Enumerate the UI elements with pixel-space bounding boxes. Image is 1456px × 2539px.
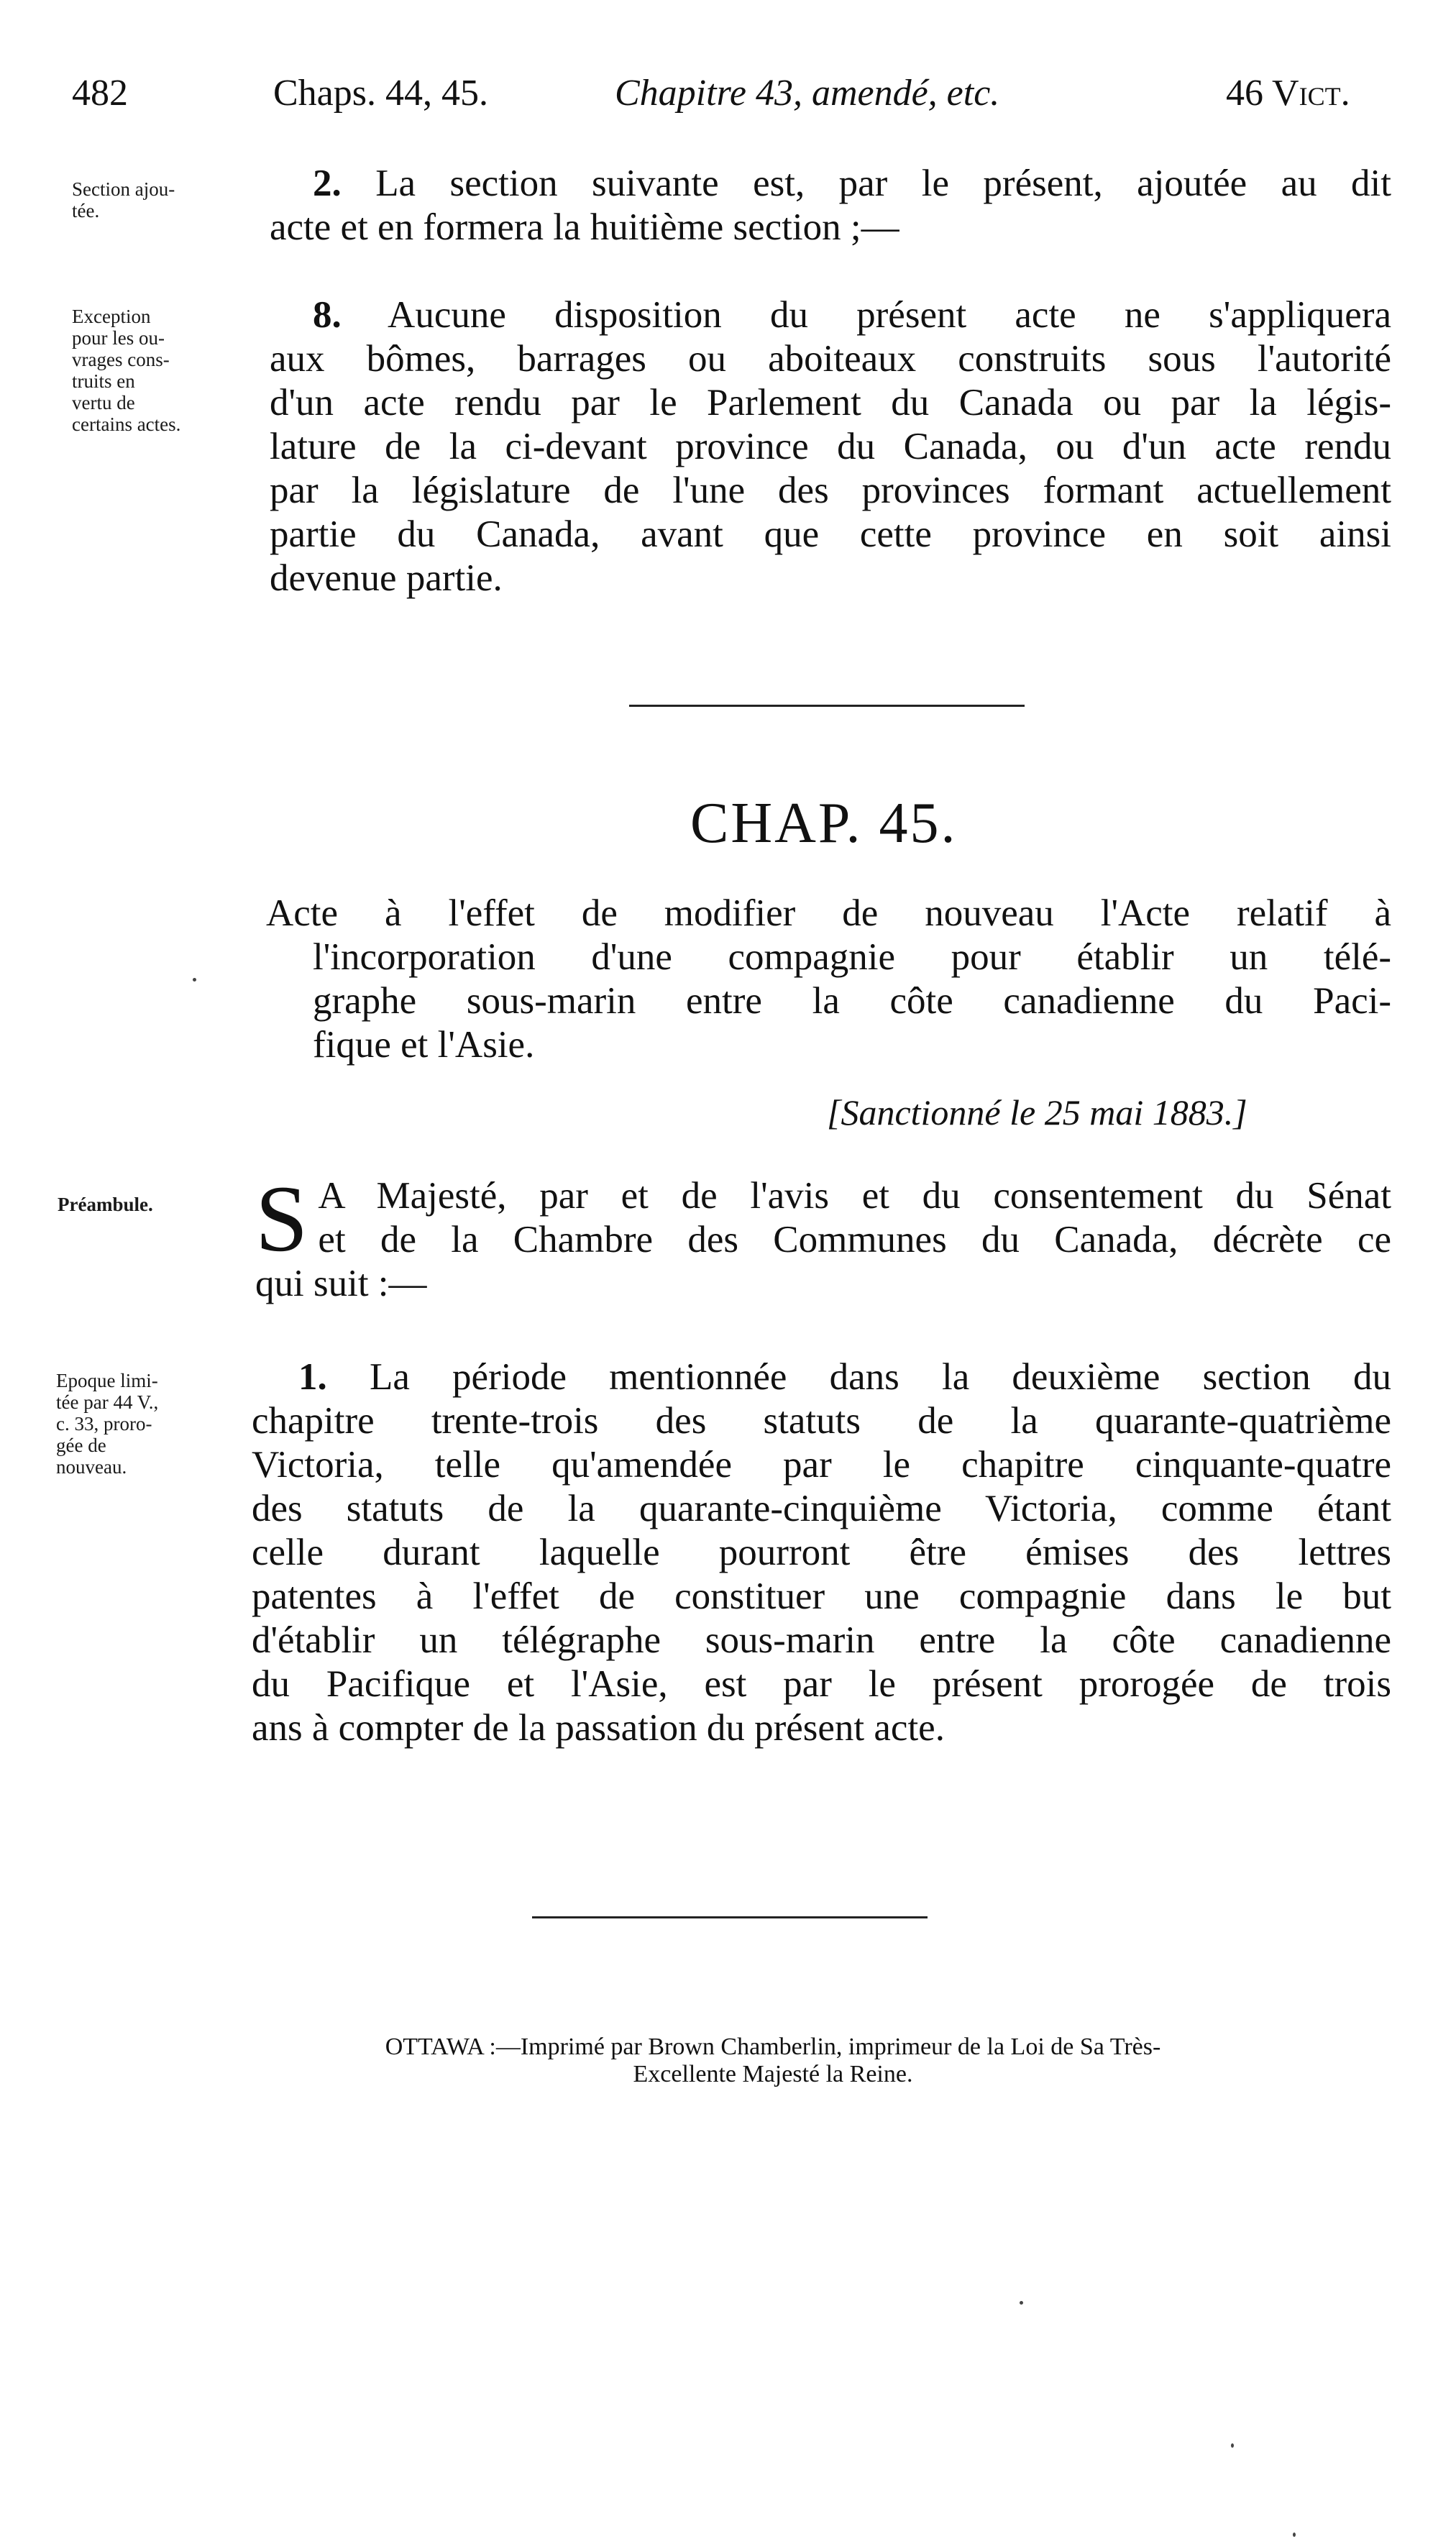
margin-note-line: vrages cons- [72,349,170,370]
margin-note-section1 [56,1370,158,1478]
section-divider [629,705,1025,707]
section-line: d'un acte rendu par le Parlement du Canada ou par la légis- [270,382,1391,424]
margin-note-line: Exception [72,306,151,327]
section-1 [252,1355,1391,1750]
section-line: La section suivante est, par le présent, ajoutée au dit [375,163,1391,204]
section-line: du Pacifique et l'Asie, est par le présent prorogée de trois [252,1663,1391,1705]
printer-imprint [180,2034,1366,2088]
imprint-line: Excellente Majesté la Reine. [633,2061,913,2087]
margin-note-line: tée par 44 V., [56,1391,159,1413]
section-line: par la législature de l'une des provinces formant actuellement [270,470,1391,511]
page-number: 482 [72,73,128,114]
scan-speck [1231,2443,1234,2448]
margin-note-line: gée de [56,1435,106,1456]
section-line: celle durant laquelle pourront être émises des lettres [252,1532,1391,1573]
section-line: des statuts de la quarante-cinquième Victoria, comme étant [252,1488,1391,1529]
chapter-title [266,892,1391,1067]
chapter-title-line: graphe sous-marin entre la côte canadienne du Paci- [313,980,1391,1022]
margin-note-line: truits en [72,370,135,392]
margin-note-line: vertu de [72,392,135,413]
section-line: ans à compter de la passation du présent acte. [252,1707,945,1749]
margin-note-line: c. 33, proro- [56,1413,152,1435]
margin-note-line: nouveau. [56,1456,127,1478]
section-line: patentes à l'effet de constituer une compagnie dans le but [252,1575,1391,1617]
section-line: aux bômes, barrages ou aboiteaux construits sous l'autorité [270,338,1391,380]
section-number: 2. [313,163,342,204]
chapter-heading: CHAP. 45. [690,792,958,855]
regnal-year: 46 Vict. [1226,73,1350,114]
chapter-title-line: l'incorporation d'une compagnie pour établir un télé- [313,936,1391,978]
section-8 [270,293,1391,600]
section-line: acte et en formera la huitième section ;— [270,206,899,248]
preamble-line: A Majesté, par et de l'avis et du consentement du Sénat [318,1175,1391,1217]
margin-note-section8 [72,306,180,435]
section-2 [270,162,1391,250]
margin-note-line: pour les ou- [72,327,165,349]
scan-speck [193,978,196,982]
running-title: Chapitre 43, amendé, etc. [615,73,1000,114]
section-line: partie du Canada, avant que cette province en soit ainsi [270,513,1391,555]
section-line: Aucune disposition du présent acte ne s'appliquera [388,294,1391,336]
section-line: chapitre trente-trois des statuts de la quarante-quatrième [252,1400,1391,1442]
chapter-title-line: fique et l'Asie. [313,1024,535,1066]
preamble-line: qui suit :— [255,1263,427,1304]
section-line: La période mentionnée dans la deuxième section du [369,1356,1391,1398]
scan-speck [1020,2301,1023,2305]
preamble [255,1166,1391,1306]
margin-note-line: certains actes. [72,413,181,435]
section-line: lature de la ci-devant province du Canada, ou d'un acte rendu [270,426,1391,467]
margin-note-preamble: Préambule. [58,1194,153,1215]
section-line: devenue partie. [270,557,503,599]
section-number: 1. [298,1356,327,1398]
margin-note-line: Epoque limi- [56,1370,158,1391]
scan-speck [1293,2533,1296,2537]
section-line: d'établir un télégraphe sous-marin entre la côte canadienne [252,1619,1391,1661]
margin-note-line: tée. [72,200,100,221]
section-number: 8. [313,294,342,336]
section-line: Victoria, telle qu'amendée par le chapitre cinquante-quatre [252,1444,1391,1486]
margin-note-section2 [72,178,175,221]
preamble-line: et de la Chambre des Communes du Canada, décrète ce [318,1219,1391,1261]
sanction-date: [Sanctionné le 25 mai 1883.] [827,1092,1247,1133]
end-divider [532,1916,928,1918]
imprint-line: OTTAWA :—Imprimé par Brown Chamberlin, imprimeur de la Loi de Sa Très- [385,2034,1161,2060]
drop-cap: S [255,1166,308,1271]
chapter-title-line: Acte à l'effet de modifier de nouveau l'Acte relatif à [266,892,1391,934]
margin-note-line: Section ajou- [72,178,175,200]
chapters-label: Chaps. 44, 45. [273,73,488,114]
